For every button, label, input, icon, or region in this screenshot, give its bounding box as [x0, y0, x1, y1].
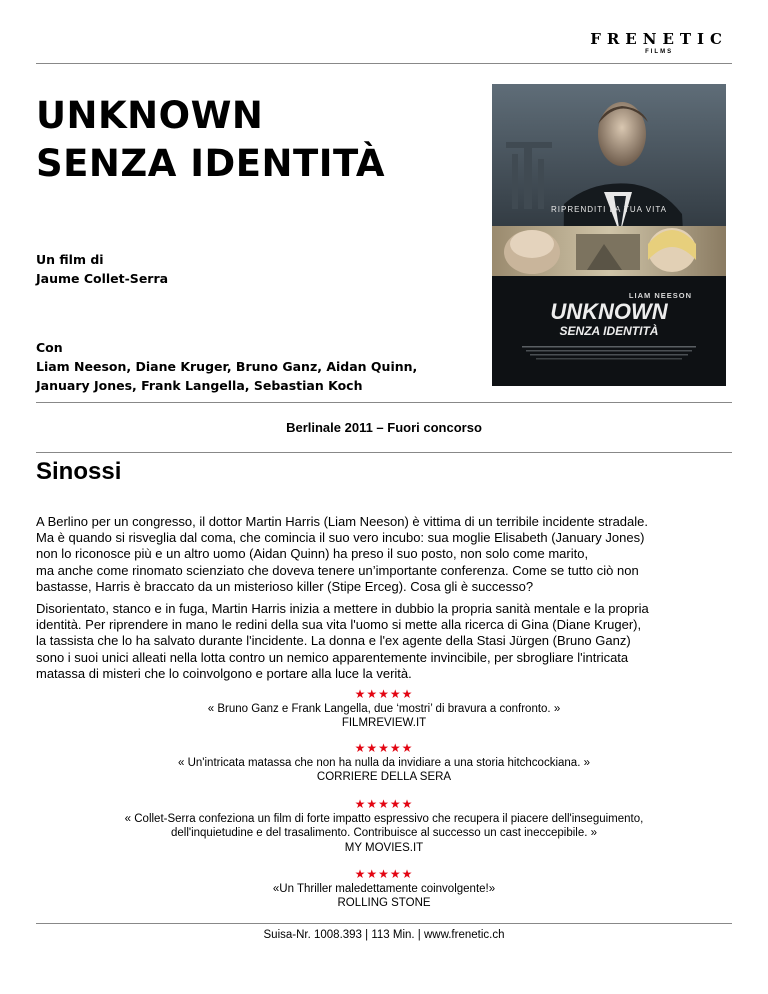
review-quote: dell'inquietudine e del trasalimento. Contribuisce al successo un cast ineccepibile. »	[170, 827, 598, 839]
synopsis-paragraph-1	[36, 514, 736, 595]
logo-wordmark: FRENETIC	[590, 30, 728, 48]
review-2	[0, 741, 768, 785]
review-3	[0, 797, 768, 855]
logo-subtitle: FILMS	[645, 49, 674, 55]
synopsis-line: ma anche come rinomato scienziato che doveva tenere un’importante conferenza. Come se tutto ciò non	[36, 562, 639, 578]
poster-art	[492, 84, 726, 386]
synopsis-line: sono i suoi unici alleati nella lotta contro un nemico apparentemente invincibile, per sbrogliare l'intricata	[36, 649, 629, 665]
poster-title-1: UNKNOWN	[550, 299, 668, 324]
synopsis-line: Ma è quando si risveglia dal coma, che comincia il suo vero incubo: sua moglie Elisabeth (January Jones)	[36, 530, 645, 546]
director-name: Jaume Collet-Serra	[36, 271, 169, 286]
divider-top	[36, 63, 732, 64]
frenetic-logo	[590, 30, 728, 55]
poster-actor: LIAM NEESON	[628, 291, 692, 300]
divider-cast	[36, 402, 732, 403]
review-4	[0, 867, 768, 911]
review-source: ROLLING STONE	[337, 897, 431, 909]
review-source: FILMREVIEW.IT	[341, 717, 427, 729]
review-quote: « Collet-Serra confeziona un film di forte impatto espressivo che recupera il piacere dell'inseguimento,	[124, 812, 644, 825]
review-quote: « Un'intricata matassa che non ha nulla da invidiare a una storia hitchcockiana. »	[178, 756, 590, 769]
director-block	[36, 250, 168, 288]
synopsis-line: bastasse, Harris è braccato da un misterioso killer (Stipe Erceg). Cosa gli è successo?	[36, 578, 534, 594]
poster-tagline: RIPRENDITI LA TUA VITA	[551, 205, 667, 214]
review-quote: «Un Thriller maledettamente coinvolgente!»	[272, 882, 496, 895]
footer-info: Suisa-Nr. 1008.393 | 113 Min. | www.frenetic.ch	[263, 929, 505, 941]
review-source: MY MOVIES.IT	[344, 841, 424, 854]
star-rating: ★★★★★	[354, 687, 414, 701]
title-line-2: SENZA IDENTITÀ	[36, 142, 385, 185]
cast-label: Con	[36, 340, 63, 355]
synopsis-paragraph-2	[36, 601, 736, 682]
cast-block	[36, 338, 476, 395]
title-line-1: UNKNOWN	[36, 94, 264, 137]
review-source: CORRIERE DELLA SERA	[316, 771, 452, 783]
star-rating: ★★★★★	[354, 797, 414, 811]
divider-festival	[36, 452, 732, 453]
synopsis-line: Disorientato, stanco e in fuga, Martin Harris inizia a mettere in dubbio la propria sanità mentale e la propria	[36, 601, 649, 616]
synopsis-line: non lo riconosce più e un altro uomo (Aidan Quinn) ha preso il suo posto, non solo come marito,	[36, 546, 589, 562]
star-rating: ★★★★★	[354, 741, 414, 755]
synopsis-line: matassa di misteri che lo coinvolgono e portare alla luce la verità.	[36, 665, 412, 681]
director-label: Un film di	[36, 252, 104, 267]
synopsis-line: A Berlino per un congresso, il dottor Martin Harris (Liam Neeson) è vittima di un terribile incidente stradale.	[36, 514, 648, 529]
movie-title	[36, 92, 385, 188]
synopsis-line: la tassista che lo ha salvato durante l'incidente. La donna e l'ex agente della Stasi Jürgen (Bruno Ganz)	[36, 633, 631, 649]
section-title-synopsis: Sinossi	[36, 458, 122, 485]
review-1	[0, 687, 768, 731]
poster-title-2: SENZA IDENTITÀ	[559, 324, 659, 338]
synopsis-line: identità. Per riprendere in mano le redini della sua vita l'uomo si mette alla ricerca di Gina (Diane Kruger),	[36, 617, 642, 633]
festival-note: Berlinale 2011 – Fuori concorso	[286, 420, 482, 435]
divider-footer	[36, 923, 732, 924]
star-rating: ★★★★★	[354, 867, 414, 881]
cast-line-1: Liam Neeson, Diane Kruger, Bruno Ganz, Aidan Quinn,	[36, 359, 418, 374]
review-quote: « Bruno Ganz e Frank Langella, due ‘mostri’ di bravura a confronto. »	[207, 702, 561, 715]
movie-poster	[492, 84, 726, 386]
cast-line-2: January Jones, Frank Langella, Sebastian Koch	[36, 378, 363, 393]
